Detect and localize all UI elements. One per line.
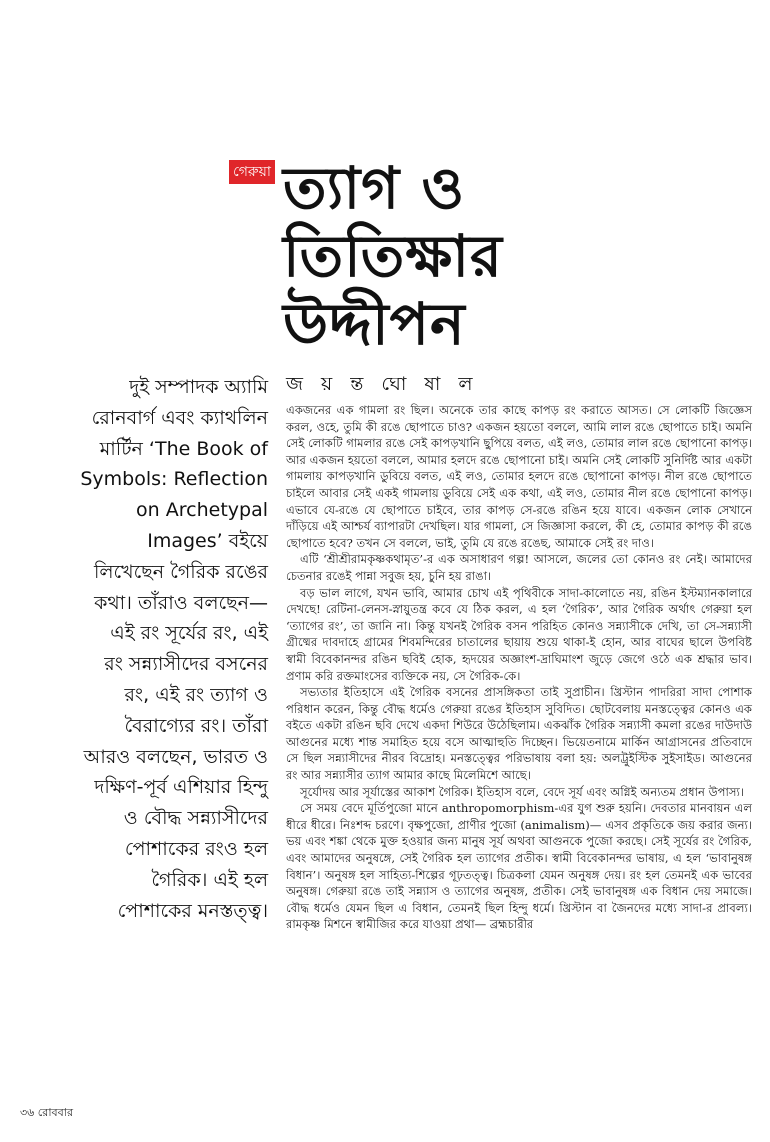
pull-quote-line: কথা। তাঁরাও বলছেন— bbox=[94, 591, 268, 614]
pull-quote-line: মার্টিন ‘The Book of bbox=[99, 437, 268, 460]
title-line: ত্যাগ ও bbox=[283, 154, 466, 222]
body-paragraph: সে সময় বেদে মূর্তিপুজো মানে anthropomorphism-এর যুগ শুরু হয়নি। দেবতার মানবায়ন এল ধীরে ধীরে। নিঃশব্দ চরণে। বৃক্ষপুজো, প্রাণীর পুজো (animalism)— এসব প্রকৃতিকে জয় করার জন্য। ভয় এবং শঙ্কা থেকে মুক্ত হওয়ার জন্য মানুষ সূর্য অথবা আগুনকে পুজো করছে। সেই সূর্যের রং গৈরিক, এবং আমাদের অনুষঙ্গে, সেই গৈরিক হল ত্যাগের প্রতীক। স্বামী বিবেকানন্দর ভাষায়, এ হল ‘ভাবানুষঙ্গ বিধান’। অনুষঙ্গ হল সাহিত্য-শিল্পের গূঢ়তত্ত্ব। চিত্রকলা যেমন অনুষঙ্গ দেয়। রং হল তেমনই এক ভাবের অনুষঙ্গ। গেরুয়া রঙে তাই সন্ন্যাস ও ত্যাগের অনুষঙ্গ, প্রতীক। সেই ভাবানুষঙ্গ এক বিধান দেয় সমাজে। বৌদ্ধ ধর্মেও যেমন ছিল এ বিধান, তেমনই ছিল হিন্দু ধর্মে। খ্রিস্টান বা জৈনদের মধ্যে সাদা-র প্রাবল্য। রামকৃষ্ণ মিশনে স্বামীজির করে যাওয়া প্রথা— ব্রহ্মচারীর bbox=[286, 801, 752, 932]
pull-quote-line: আরও বলছেন, ভারত ও bbox=[83, 745, 268, 768]
section-tag: গেরুয়া bbox=[229, 160, 275, 184]
title-line: উদ্দীপন bbox=[283, 290, 466, 358]
author-byline: জ য় ন্ত ঘো ষা ল bbox=[286, 373, 479, 395]
page-footer: ৩৬ রোববার bbox=[20, 1106, 73, 1119]
pull-quote-line: পোশাকের মনস্তত্ত্ব। bbox=[117, 899, 268, 922]
pull-quote-line: রোনবার্গ এবং ক্যাথলিন bbox=[91, 406, 268, 429]
body-paragraph: একজনের এক গামলা রং ছিল। অনেকে তার কাছে কাপড় রং করাতে আসত। সে লোকটি জিজ্ঞেস করল, ওহে, তুমি কী রঙে ছোপাতে চাও? একজন হয়তো বললে, আমি লাল রঙে ছোপাতে চাই। অমনি সেই লোকটি গামলার রঙে সেই কাপড়খানি ছুপিয়ে বলত, এই লও, তোমার লাল রঙে ছোপানো কাপড়। আর একজন হয়তো বললে, আমার হলদে রঙে ছোপানো চাই। অমনি সেই লোকটি সুনির্দিষ্ট আর একটা গামলায় কাপড়খানি ডুবিয়ে বলত, এই লও, তোমার হলদে রঙে ছোপানো কাপড়। নীল রঙে ছোপাতে চাইলে আবার সেই একই গামলায় ডুবিয়ে সেই এক কথা, এই লও, তোমার নীল রঙে ছোপানো কাপড়। এভাবে যে-রঙে যে ছোপাতে চাইবে, তার কাপড় সে-রঙে রঙিন হয়ে যাবে। একজন লোক সেখানে দাঁড়িয়ে এই আশ্চর্য ব্যাপারটা দেখছিল। যার গামলা, সে জিজ্ঞাসা করলে, কী হে, তোমার কাপড় কী রঙে ছোপাতে হবে? তখন সে বললে, ভাই, তুমি যে রঙে রঙেছ, আমাকে সেই রং দাও। bbox=[286, 403, 753, 550]
pull-quote-line: বৈরাগ্যের রং। তাঁরা bbox=[124, 714, 268, 737]
pull-quote-line: পোশাকের রংও হল bbox=[124, 837, 268, 860]
pull-quote bbox=[20, 372, 268, 926]
body-paragraph: এটি ‘শ্রীশ্রীরামকৃষ্ণকথামৃত’-র এক অসাধারণ গল্প! আসলে, জলের তো কোনও রং নেই। আমাদের চেতনার রঙেই পান্না সবুজ হয়, চুনি হয় রাঙা। bbox=[286, 552, 752, 583]
article-title bbox=[283, 154, 583, 358]
pull-quote-line: এই রং সূর্যের রং, এই bbox=[110, 622, 268, 645]
pull-quote-line: দক্ষিণ-পূর্ব এশিয়ার হিন্দু bbox=[94, 776, 268, 799]
pull-quote-line: on Archetypal bbox=[136, 499, 268, 522]
pull-quote-line: দুই সম্পাদক অ্যামি bbox=[129, 376, 268, 398]
body-paragraph: সূর্যোদয় আর সূর্যাস্তের আকাশ গৈরিক। ইতিহাস বলে, বেদে সূর্য এবং অগ্নিই অন্যতম প্রধান উপাস্য। bbox=[300, 784, 745, 799]
body-paragraph: সভ্যতার ইতিহাসে এই গৈরিক বসনের প্রাসঙ্গিকতা তাই সুপ্রাচীন। খ্রিস্টান পাদরিরা সাদা পোশাক পরিধান করেন, কিন্তু বৌদ্ধ ধর্মেও গেরুয়া রঙের ইতিহাস সুবিদিত। ছোটবেলায় মনস্তত্ত্বের কোনও এক বইতে একটা রঙিন ছবি দেখে একদা শিউরে উঠেছিলাম। একঝাঁক গৈরিক সন্ন্যাসী কমলা রঙের দাউদাউ আগুনের মধ্যে শান্ত সমাহিত হয়ে বসে আত্মাহুতি দিচ্ছেন। ভিয়েতনামে মার্কিন আগ্রাসনের প্রতিবাদে সে ছিল সন্ন্যাসীদের নীরব বিদ্রোহ। মনস্তত্ত্বের পরিভাষায় বলা হয়: অলট্রুইস্টিক সুইসাইড। আগুনের রং আর সন্ন্যাসীর ত্যাগ আমার কাছে মিলেমিশে আছে। bbox=[286, 685, 752, 783]
article-body bbox=[286, 402, 752, 933]
title-line: তিতিক্ষার bbox=[283, 222, 503, 290]
pull-quote-line: ও বৌদ্ধ সন্ন্যাসীদের bbox=[123, 807, 268, 830]
pull-quote-line: Symbols: Reflection bbox=[80, 468, 268, 491]
pull-quote-line: Images’ বইয়ে bbox=[147, 529, 268, 552]
pull-quote-line: রং সন্ন্যাসীদের বসনের bbox=[104, 653, 268, 676]
pull-quote-line: গৈরিক। এই হল bbox=[151, 868, 268, 891]
pull-quote-line: রং, এই রং ত্যাগ ও bbox=[124, 683, 268, 706]
body-paragraph: বড় ভাল লাগে, যখন ভাবি, আমার চোখ এই পৃথিবীকে সাদা-কালোতে নয়, রঙিন ইস্টম্যানকালারে দেখছে! রেটিনা-লেনস-স্নায়ুতন্ত্র কবে যে ঠিক করল, এ হল ‘গৈরিক’, আর গৈরিক অর্থাৎ গেরুয়া হল ‘ত্যাগের রং’, তা জানি না। কিন্তু যখনই গৈরিক বসন পরিহিত কোনও সন্ন্যাসীকে দেখি, তা সে-সন্ন্যাসী গ্রীষ্মের দাবদাহে গ্রামের শিবমন্দিরের চাতালের ছায়ায় শুয়ে থাকা-ই হোন, আর বাঘের ছালে উপবিষ্ট স্বামী বিবেকানন্দর রঙিন ছবিই হোক, হৃদয়ের অজ্ঞাংশ-দ্রাঘিমাংশ জুড়ে জেগে ওঠে এক শ্রদ্ধার ভাব। প্রণাম করি রক্তমাংসের ব্যক্তিকে নয়, সে গৈরিক-কে। bbox=[286, 585, 752, 683]
pull-quote-line: লিখেছেন গৈরিক রঙের bbox=[93, 560, 268, 583]
